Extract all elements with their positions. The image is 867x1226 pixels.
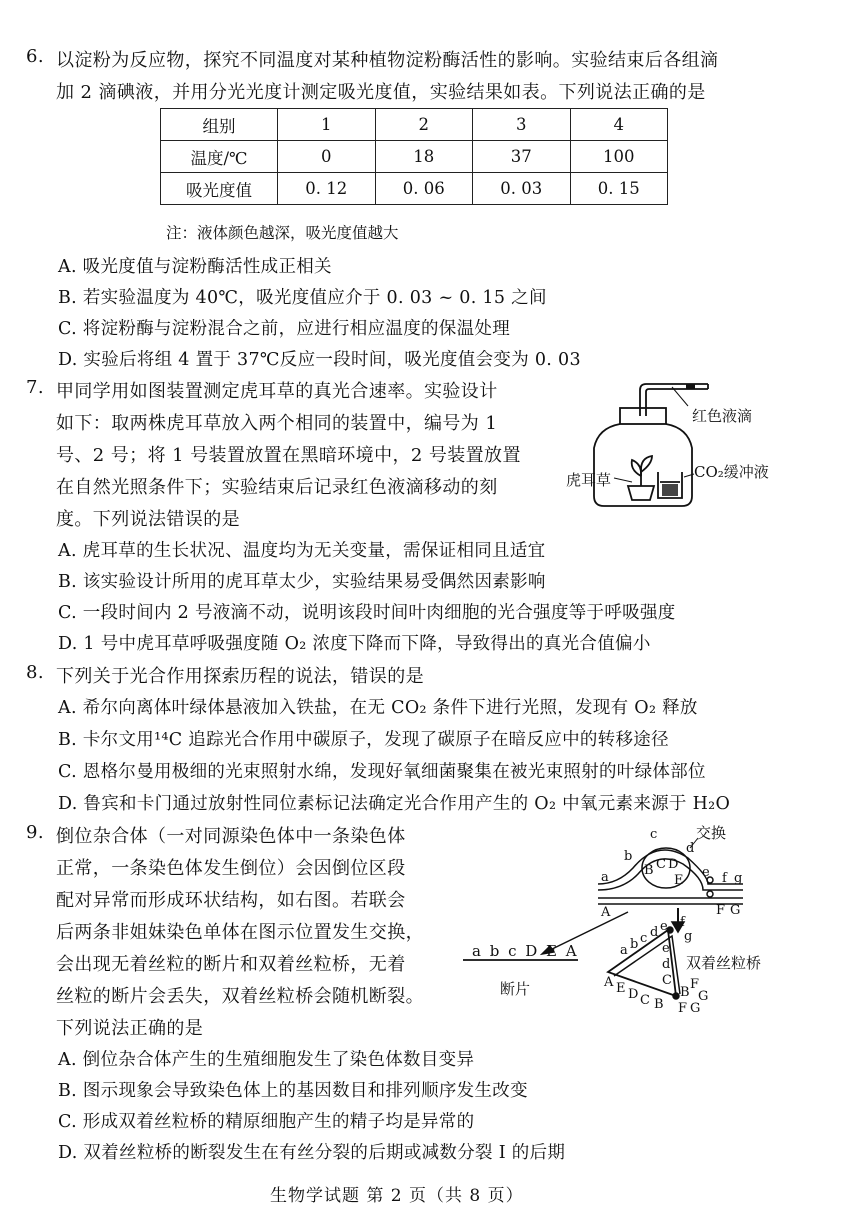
table-cell: 37 (473, 141, 571, 173)
q7-option-d: D. 1 号中虎耳草呼吸强度随 O₂ 浓度下降而下降，导致得出的真光合值偏小 (58, 634, 651, 654)
table-cell: 0. 03 (473, 173, 571, 205)
page-footer: 生物学试题 第 2 页（共 8 页） (270, 1186, 524, 1206)
q7-stem-line1: 甲同学用如图装置测定虎耳草的真光合速率。实验设计 (56, 381, 498, 402)
q9-stem-line3: 配对异常而形成环状结构，如右图。若联会 (56, 890, 406, 911)
table-row (161, 109, 668, 141)
q7-label-buffer: CO₂缓冲液 (694, 463, 769, 481)
table-cell: 组别 (161, 109, 278, 141)
q6-stem-line2: 加 2 滴碘液，并用分光光度计测定吸光度值，实验结果如表。下列说法正确的是 (56, 82, 706, 103)
q6-option-a: A. 吸光度值与淀粉酶活性成正相关 (58, 257, 332, 277)
q9-stem-line2: 正常，一条染色体发生倒位）会因倒位区段 (56, 858, 406, 879)
q9-label-fragment: 断片 (500, 980, 531, 998)
q9-option-c: C. 形成双着丝粒桥的精原细胞产生的精子均是异常的 (58, 1112, 475, 1132)
q7-label-plant: 虎耳草 (566, 471, 612, 489)
q6-table-note: 注：液体颜色越深，吸光度值越大 (166, 224, 399, 242)
svg-text:E: E (674, 873, 684, 888)
svg-text:c: c (650, 827, 658, 842)
svg-text:a: a (620, 943, 628, 958)
svg-text:b: b (630, 937, 639, 952)
q7-stem-line2: 如下：取两株虎耳草放入两个相同的装置中，编号为 1 (56, 413, 498, 434)
svg-text:A: A (601, 905, 611, 920)
q6-data-table (160, 108, 668, 205)
svg-text:d: d (662, 957, 671, 972)
table-cell: 0. 06 (375, 173, 473, 205)
q9-option-d: D. 双着丝粒桥的断裂发生在有丝分裂的后期或减数分裂 Ⅰ 的后期 (58, 1143, 566, 1163)
q7-apparatus-figure (560, 378, 790, 513)
q9-option-b: B. 图示现象会导致染色体上的基因数目和排列顺序发生改变 (58, 1081, 528, 1101)
svg-text:d: d (650, 925, 659, 940)
svg-text:G: G (690, 1001, 701, 1016)
svg-text:F: F (690, 977, 700, 992)
q6-stem-line1: 以淀粉为反应物，探究不同温度对某种植物淀粉酶活性的影响。实验结束后各组滴 (56, 50, 719, 71)
q9-stem-line1: 倒位杂合体（一对同源染色体中一条染色体 (56, 826, 406, 847)
svg-text:e: e (702, 865, 710, 880)
table-row (161, 173, 668, 205)
q9-fragment-letters: a b c D E A (472, 942, 579, 960)
svg-text:g: g (734, 871, 743, 886)
q7-option-a: A. 虎耳草的生长状况、温度均为无关变量，需保证相同且适宜 (58, 541, 546, 561)
svg-text:B: B (644, 863, 654, 878)
q6-option-d: D. 实验后将组 4 置于 37℃反应一段时间，吸光度值会变为 0. 03 (58, 350, 581, 370)
q9-stem-line7: 下列说法正确的是 (56, 1018, 204, 1039)
q8-option-d: D. 鲁宾和卡门通过放射性同位素标记法确定光合作用产生的 O₂ 中氧元素来源于 H₂O (58, 794, 731, 814)
svg-text:B: B (654, 997, 664, 1012)
svg-text:d: d (686, 841, 695, 856)
svg-text:G: G (698, 989, 709, 1004)
svg-text:D: D (668, 857, 679, 872)
table-cell: 0. 12 (278, 173, 376, 205)
svg-text:C: C (662, 973, 672, 988)
table-cell: 4 (570, 109, 668, 141)
q7-stem-line5: 度。下列说法错误的是 (56, 509, 240, 530)
q7-label-red-drop: 红色液滴 (692, 407, 753, 425)
q8-stem: 下列关于光合作用探索历程的说法，错误的是 (56, 666, 424, 687)
q9-stem-line6: 丝粒的断片会丢失，双着丝粒桥会随机断裂。 (56, 986, 424, 1007)
q9-label-exchange: 交换 (696, 824, 727, 842)
svg-text:B: B (680, 985, 690, 1000)
svg-text:f: f (722, 871, 727, 886)
svg-text:c: c (640, 931, 648, 946)
table-cell: 0. 15 (570, 173, 668, 205)
q9-option-a: A. 倒位杂合体产生的生殖细胞发生了染色体数目变异 (58, 1050, 475, 1070)
q7-option-c: C. 一段时间内 2 号液滴不动，说明该段时间叶肉细胞的光合强度等于呼吸强度 (58, 603, 676, 623)
q7-number: 7. (26, 377, 44, 398)
svg-text:F: F (678, 1001, 688, 1016)
svg-text:E: E (616, 981, 626, 996)
q9-number: 9. (26, 822, 44, 843)
q6-number: 6. (26, 46, 44, 67)
table-cell: 吸光度值 (161, 173, 278, 205)
table-cell: 1 (278, 109, 376, 141)
q9-label-bridge: 双着丝粒桥 (686, 954, 762, 972)
q8-option-c: C. 恩格尔曼用极细的光束照射水绵，发现好氧细菌聚集在被光束照射的叶绿体部位 (58, 762, 706, 782)
table-cell: 18 (375, 141, 473, 173)
svg-text:a: a (601, 870, 609, 885)
svg-text:e: e (662, 941, 670, 956)
svg-text:A: A (604, 975, 614, 990)
table-cell: 温度/℃ (161, 141, 278, 173)
q6-option-c: C. 将淀粉酶与淀粉混合之前，应进行相应温度的保温处理 (58, 319, 510, 339)
q7-stem-line3: 号、2 号；将 1 号装置放置在黑暗环境中，2 号装置放置 (56, 445, 521, 466)
svg-text:D: D (628, 987, 639, 1002)
svg-text:b: b (624, 849, 633, 864)
table-cell: 2 (375, 109, 473, 141)
svg-text:F: F (716, 903, 726, 918)
svg-text:f: f (680, 915, 685, 930)
q9-stem-line5: 会出现无着丝粒的断片和双着丝粒桥，无着 (56, 954, 406, 975)
svg-text:G: G (730, 903, 741, 918)
q8-option-a: A. 希尔向离体叶绿体悬液加入铁盐，在无 CO₂ 条件下进行光照，发现有 O₂ 释放 (58, 698, 698, 718)
q6-option-b: B. 若实验温度为 40℃，吸光度值应介于 0. 03 ~ 0. 15 之间 (58, 288, 547, 308)
svg-text:C: C (656, 857, 666, 872)
q8-option-b: B. 卡尔文用¹⁴C 追踪光合作用中碳原子，发现了碳原子在暗反应中的转移途径 (58, 730, 669, 750)
svg-text:C: C (640, 993, 650, 1008)
q7-option-b: B. 该实验设计所用的虎耳草太少，实验结果易受偶然因素影响 (58, 572, 546, 592)
table-row (161, 141, 668, 173)
q7-stem-line4: 在自然光照条件下；实验结束后记录红色液滴移动的刻 (56, 477, 498, 498)
svg-text:e: e (660, 919, 668, 934)
svg-text:g: g (684, 929, 693, 944)
q8-number: 8. (26, 662, 44, 683)
table-cell: 3 (473, 109, 571, 141)
q9-stem-line4: 后两条非姐妹染色单体在图示位置发生交换， (56, 922, 424, 943)
table-cell: 0 (278, 141, 376, 173)
table-cell: 100 (570, 141, 668, 173)
